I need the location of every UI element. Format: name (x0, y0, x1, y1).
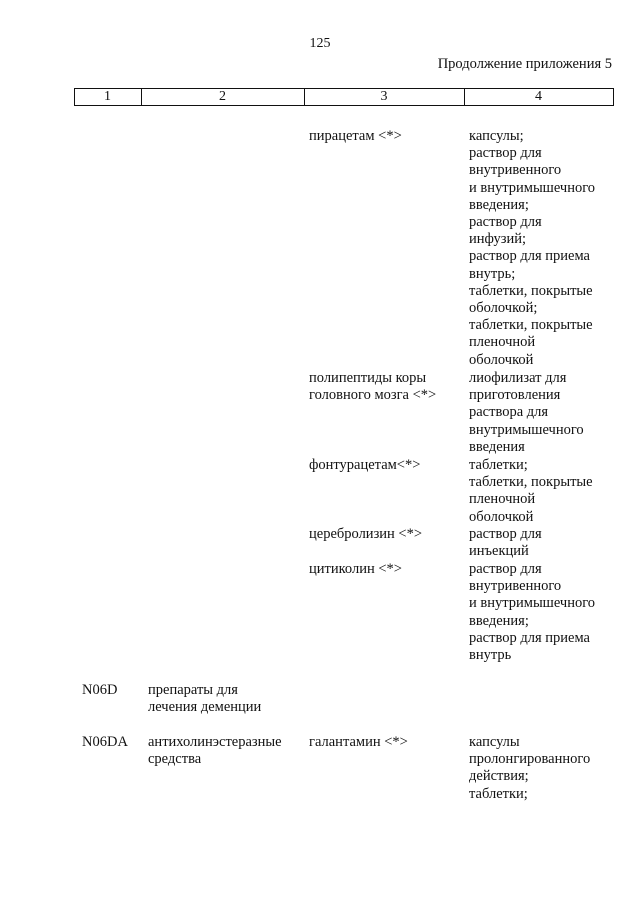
drug-name-line: полипептиды коры (309, 370, 427, 386)
dosage-form-line: и внутримышечного (469, 595, 596, 612)
column-header-row (74, 88, 614, 106)
dosage-form-line: оболочкой; (469, 300, 538, 317)
dosage-forms (469, 561, 619, 664)
dosage-form-line: оболочкой (469, 508, 534, 525)
group-name-line: антихолинэстеразные (148, 734, 282, 750)
drug-name-line: галантамин <*> (309, 734, 408, 750)
dosage-form-line: раствор для приема (469, 248, 590, 265)
drug-name (309, 457, 469, 474)
dosage-form-line: внутривенного (469, 162, 562, 179)
dosage-forms (469, 734, 619, 803)
atc-code: N06DA (82, 734, 128, 750)
drug-name (309, 734, 469, 751)
group-name-line: средства (148, 751, 202, 768)
page-number: 125 (309, 36, 331, 51)
dosage-forms (469, 370, 619, 456)
group-name-line: лечения деменции (148, 699, 262, 716)
dosage-form-line: раствор для (469, 214, 542, 231)
dosage-form-line: лиофилизат для (469, 370, 567, 386)
dosage-forms (469, 526, 619, 560)
drug-name-line: головного мозга <*> (309, 387, 437, 404)
drug-name (309, 526, 469, 543)
group-name-line: препараты для (148, 682, 238, 698)
dosage-form-line: пленочной (469, 491, 536, 508)
dosage-form-line: таблетки, покрытые (469, 282, 593, 299)
atc-code: N06D (82, 682, 118, 698)
dosage-form-line: таблетки; (469, 785, 528, 802)
dosage-form-line: введения (469, 438, 525, 455)
header-col-1: 1 (104, 89, 111, 104)
dosage-form-line: внутрь (469, 647, 512, 664)
dosage-form-line: пленочной (469, 334, 536, 351)
continuation-title: Продолжение приложения 5 (437, 56, 612, 72)
dosage-form-line: введения; (469, 612, 529, 629)
dosage-forms (469, 457, 619, 526)
drug-name-line: цитиколин <*> (309, 561, 402, 577)
dosage-form-line: действия; (469, 768, 529, 785)
drug-name (309, 370, 469, 404)
drug-name (309, 561, 469, 578)
dosage-form-line: инъекций (469, 543, 529, 560)
dosage-form-line: приготовления (469, 387, 561, 404)
header-col-2: 2 (219, 89, 226, 104)
dosage-form-line: капсулы; (469, 128, 524, 144)
dosage-form-line: таблетки; (469, 457, 528, 473)
dosage-form-line: таблетки, покрытые (469, 317, 593, 334)
drug-name-line: церебролизин <*> (309, 526, 423, 542)
dosage-form-line: раствор для (469, 145, 542, 162)
dosage-form-line: внутримышечного (469, 421, 584, 438)
drug-name-line: пирацетам <*> (309, 128, 402, 144)
dosage-form-line: введения; (469, 196, 529, 213)
dosage-forms (469, 128, 619, 369)
dosage-form-line: таблетки, покрытые (469, 474, 593, 491)
header-divider (613, 89, 614, 105)
dosage-form-line: раствор для (469, 526, 542, 542)
header-col-4: 4 (535, 89, 542, 104)
dosage-form-line: внутривенного (469, 578, 562, 595)
atc-group-name (148, 682, 308, 716)
dosage-form-line: пролонгированного (469, 751, 591, 768)
dosage-form-line: раствора для (469, 404, 549, 421)
drug-name-line: фонтурацетам<*> (309, 457, 421, 473)
dosage-form-line: капсулы (469, 734, 520, 750)
atc-group-name (148, 734, 308, 768)
dosage-form-line: раствор для (469, 561, 542, 577)
dosage-form-line: оболочкой (469, 351, 534, 368)
dosage-form-line: инфузий; (469, 231, 527, 248)
header-col-3: 3 (380, 89, 388, 104)
drug-name (309, 128, 469, 145)
dosage-form-line: раствор для приема (469, 629, 590, 646)
dosage-form-line: внутрь; (469, 265, 516, 282)
dosage-form-line: и внутримышечного (469, 179, 596, 196)
